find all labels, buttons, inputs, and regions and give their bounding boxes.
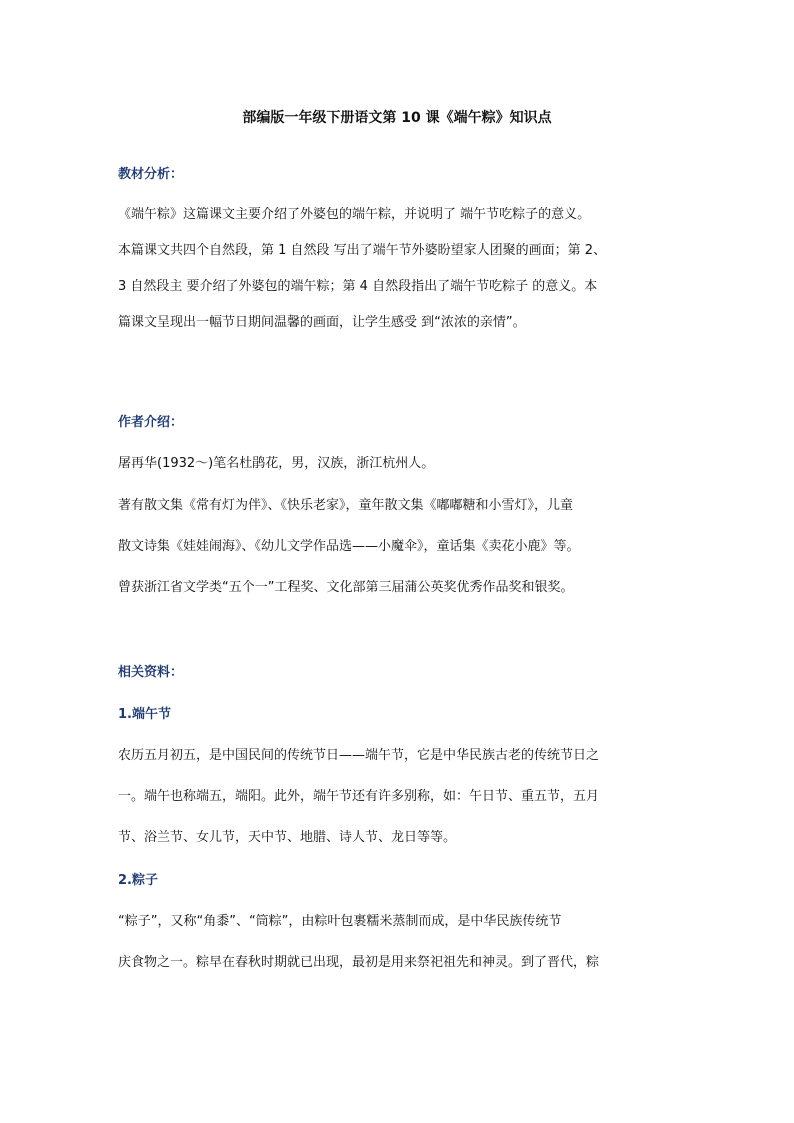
- paragraph-line: 庆食物之一。粽早在春秋时期就已出现，最初是用来祭祀祖先和神灵。到了晋代，粽: [118, 955, 600, 970]
- paragraph-line: 著有散文集《常有灯为伴》、《快乐老家》，童年散文集《嘟嘟糖和小雪灯》，儿童: [118, 498, 574, 513]
- paragraph-author: [118, 455, 678, 597]
- paragraph-line: 农历五月初五，是中国民间的传统节日——端午节，它是中华民族古老的传统节日之: [118, 748, 600, 763]
- section-heading-author: 作者介绍：: [118, 415, 184, 430]
- section-heading-materials: 相关资料：: [118, 665, 184, 680]
- paragraph-line: 散文诗集《娃娃闹海》、《幼儿文学作品选——小魔伞》，童话集《卖花小鹿》等。: [118, 539, 580, 554]
- section-heading-analysis: 教材分析：: [118, 167, 184, 182]
- paragraph-duanwu: [118, 747, 678, 847]
- paragraph-line: 《端午粽》这篇课文主要介绍了外婆包的端午粽，并说明了 端午节吃粽子的意义。: [118, 207, 591, 222]
- paragraph-analysis: [118, 206, 678, 332]
- subheading-duanwu: 1.端午节: [118, 707, 171, 722]
- subheading-zongzi: 2.粽子: [118, 873, 158, 888]
- paragraph-line: 一。端午也称端五，端阳。此外，端午节还有许多别称，如：午日节、重五节，五月: [118, 789, 600, 804]
- paragraph-line: “粽子”，又称“角黍”、“筒粽”，由粽叶包裹糯米蒸制而成，是中华民族传统节: [118, 914, 562, 929]
- paragraph-line: 节、浴兰节、女儿节，天中节、地腊、诗人节、龙日等等。: [118, 830, 457, 845]
- paragraph-line: 屠再华(1932～)笔名杜鹃花，男，汉族，浙江杭州人。: [118, 456, 435, 471]
- paragraph-line: 本篇课文共四个自然段，第 1 自然段 写出了端午节外婆盼望家人团聚的画面；第 2、: [118, 243, 607, 258]
- paragraph-line: 曾获浙江省文学类“五个一”工程奖、文化部第三届蒲公英奖优秀作品奖和银奖。: [118, 580, 574, 595]
- paragraph-zongzi: [118, 913, 678, 972]
- paragraph-line: 3 自然段主 要介绍了外婆包的端午粽；第 4 自然段指出了端午节吃粽子 的意义。本: [118, 279, 598, 294]
- document-title: 部编版一年级下册语文第 10 课《端午粽》知识点: [242, 110, 552, 126]
- paragraph-line: 篇课文呈现出一幅节日期间温馨的画面，让学生感受 到“浓浓的亲情”。: [118, 315, 526, 330]
